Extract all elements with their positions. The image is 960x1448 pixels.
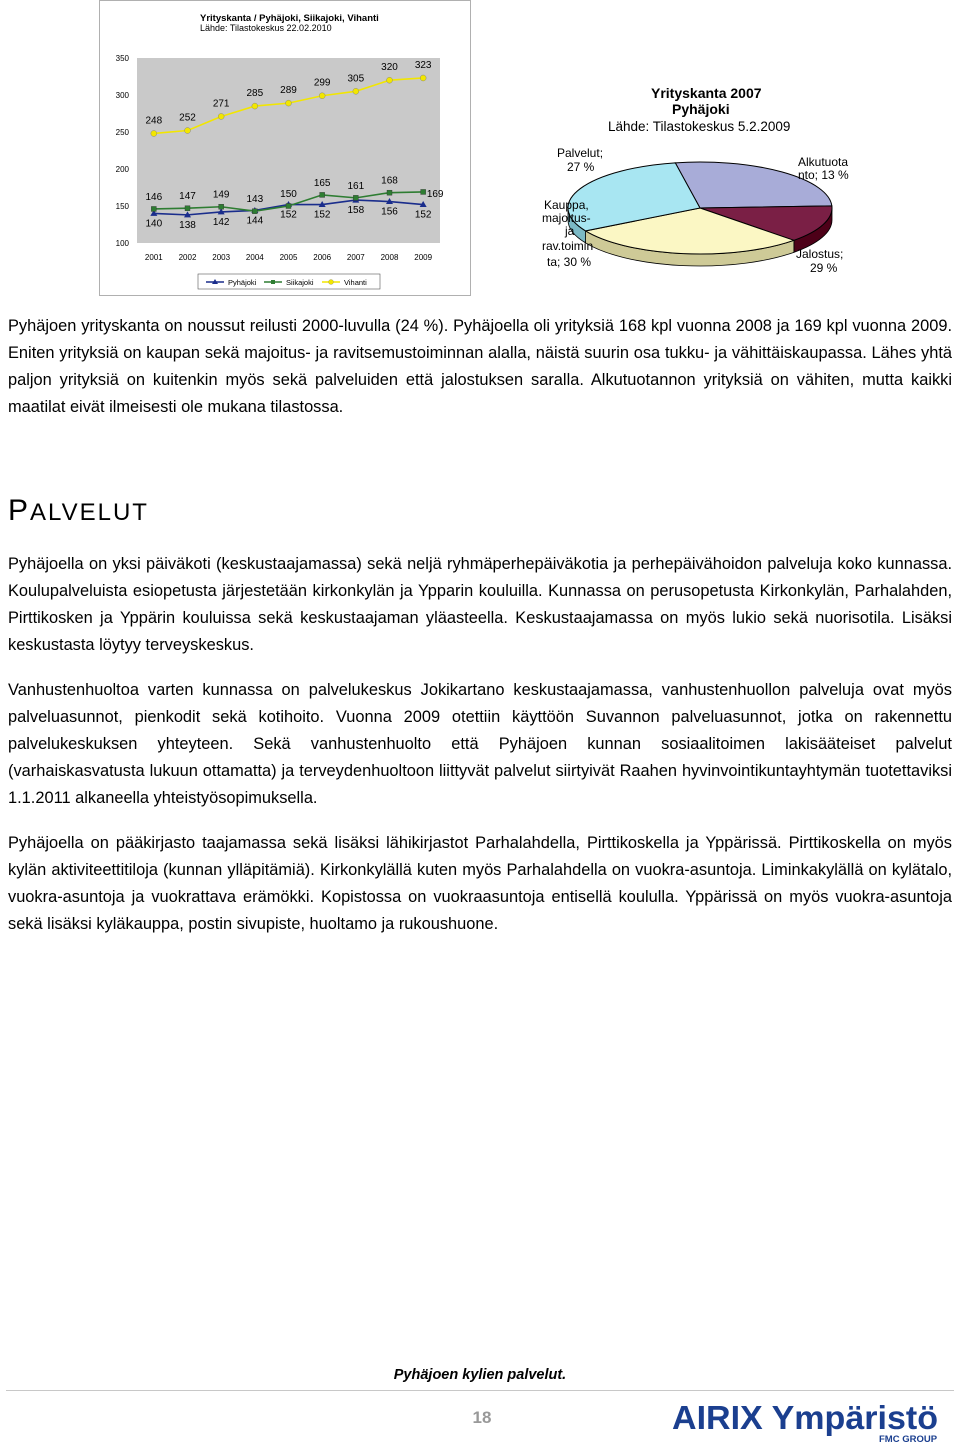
data-label: 285: [246, 88, 264, 100]
pie-label-kauppa: Kauppa, majoitus- ja rav.toimin ta; 30 %: [542, 198, 594, 269]
line-chart-subtitle: Lähde: Tilastokeskus 22.02.2010: [200, 23, 332, 33]
company-logo: [668, 1396, 940, 1446]
legend-marker: [329, 280, 334, 285]
data-point: [185, 206, 190, 211]
y-tick-label: 150: [115, 202, 129, 211]
data-label: 320: [381, 62, 398, 74]
services-paragraph-1: Pyhäjoella on yksi päiväkoti (keskustaajamassa) sekä neljä ryhmäperhepäiväkotia ja perhepäivähoidon palveluja koko kunnassa. Koulupalveluista esiopetusta järjestetään kirkonkylän ja Ypparin kouluilla. Kunnassa on perusopetusta Kirkonkylän, Parhalahden, Pirttikosken ja Yppärin kouluissa sekä keskustaajaman yläasteella. Keskustaajamassa on myös lukio sekä nuorisotila. Lisäksi keskustasta löytyy terveyskeskus.: [8, 555, 952, 654]
data-point: [320, 192, 325, 197]
x-tick-label: 2007: [346, 253, 365, 262]
y-tick-label: 300: [115, 91, 129, 100]
legend-marker: [271, 280, 275, 284]
data-label: 165: [313, 177, 331, 189]
legend-label: Pyhäjoki: [228, 278, 257, 287]
data-point: [151, 130, 157, 136]
data-point: [151, 206, 156, 211]
pie-chart-svg: [520, 80, 940, 300]
data-point: [420, 75, 426, 81]
data-label: 323: [414, 59, 432, 71]
pie-label-jalostus: Jalostus; 29 %: [796, 247, 844, 275]
footer-caption: Pyhäjoen kylien palvelut.: [393, 1367, 567, 1383]
data-point: [252, 209, 257, 214]
data-point: [353, 195, 358, 200]
data-point: [219, 204, 224, 209]
section-heading: PALVELUT: [8, 494, 149, 527]
data-point: [353, 88, 359, 94]
pie-chart: [520, 80, 940, 300]
y-tick-label: 100: [115, 239, 129, 248]
pie-label-alkutuotanto: Alkutuota nto; 13 %: [798, 155, 849, 182]
data-label: 140: [145, 218, 163, 230]
svg-text:AIRIX Ympäristö: AIRIX Ympäristö: [672, 1399, 938, 1436]
data-label: 169: [426, 188, 444, 200]
data-label: 168: [381, 175, 398, 187]
data-label: 150: [280, 189, 297, 200]
x-tick-label: 2009: [414, 253, 433, 262]
services-paragraph-2: Vanhustenhuoltoa varten kunnassa on palvelukeskus Jokikartano keskustaajamassa, vanhustenhuollon palveluja ovat myös palveluasunnot, pienkodit sekä kotihoito. Vuonna 2009 otettiin käyttöön Suvannon palveluasunnot, jotka on rakennettu palvelukeskuksen yhteyteen. Sekä vanhustenhuolto että Pyhäjoen kunnan sosiaalitoimen lakisääteiset palvelut (varhaiskasvatusta lukuun ottamatta) ja terveydenhuoltoon liittyvät palvelut siirtyivät Raahen hyvinvointikuntayhtymän tuotettaviksi 1.1.2011 alkaneella yhteistyösopimuksella.: [8, 681, 952, 807]
data-label: 152: [313, 209, 331, 221]
data-point: [218, 113, 224, 119]
x-tick-label: 2003: [212, 253, 231, 262]
data-label: 156: [381, 206, 398, 218]
pie-chart-title-2: Pyhäjoki: [672, 101, 730, 117]
x-tick-label: 2001: [144, 253, 163, 262]
line-chart-svg: [100, 1, 470, 295]
data-label: 144: [246, 215, 264, 227]
footer-divider: [6, 1390, 954, 1391]
data-label: 149: [212, 189, 230, 201]
data-point: [387, 77, 393, 83]
data-label: 289: [280, 85, 297, 97]
pie-chart-title-1: Yrityskanta 2007: [651, 85, 762, 101]
data-point: [319, 93, 325, 99]
line-chart: [99, 0, 471, 296]
pie-chart-source: Lähde: Tilastokeskus 5.2.2009: [608, 119, 791, 134]
data-point: [286, 100, 292, 106]
data-label: 146: [145, 191, 163, 203]
data-label: 271: [212, 98, 230, 110]
legend-label: Siikajoki: [286, 278, 314, 287]
line-chart-title: Yrityskanta / Pyhäjoki, Siikajoki, Vihanti: [200, 13, 379, 24]
data-point: [387, 190, 392, 195]
data-label: 152: [414, 209, 432, 221]
y-tick-label: 250: [115, 128, 129, 137]
data-label: 305: [347, 73, 365, 85]
data-label: 152: [280, 209, 297, 221]
data-label: 143: [246, 194, 264, 206]
data-point: [421, 189, 426, 194]
data-label: 161: [347, 180, 365, 192]
svg-text:FMC GROUP: FMC GROUP: [879, 1434, 938, 1445]
data-label: 142: [212, 216, 230, 228]
y-tick-label: 350: [115, 54, 129, 63]
x-tick-label: 2006: [313, 253, 332, 262]
x-tick-label: 2008: [380, 253, 399, 262]
intro-paragraph: Pyhäjoen yrityskanta on noussut reilusti 2000-luvulla (24 %). Pyhäjoella oli yrityksiä 168 kpl vuonna 2008 ja 169 kpl vuonna 2009. Eniten yrityksiä on kaupan sekä majoitus- ja ravitsemustoiminnan alalla, näistä suurin osa tukku- ja vähittäiskaupassa. Lähes yhtä paljon yrityksiä on kuitenkin myös sekä palveluiden että jalostuksen saralla. Alkutuotannon yrityksiä on vähiten, mutta kaikki maatilat eivät ilmeisesti ole mukana tilastossa.: [8, 317, 952, 416]
pie-label-palvelut: Palvelut; 27 %: [557, 146, 604, 174]
legend-label: Vihanti: [344, 278, 367, 287]
x-tick-label: 2005: [279, 253, 298, 262]
services-paragraph-3: Pyhäjoella on pääkirjasto taajamassa sekä lisäksi lähikirjastot Parhalahdella, Pirttikoskella ja Yppärissä. Pirttikoskella on myös kylän aktiviteettitiloja (kunnan ylläpitämiä). Kirkonkylällä kuten myös Parhalahdella on vuokra-asuntoja. Liminkakylällä on kylätalo, vuokra-asuntoja ja vuokrattava erämökki. Kopistossa on vuokraasuntoja entisellä koululla. Yppärissä on myös vuokra-asuntoja sekä lisäksi kyläkauppa, postin sivupiste, huoltamo ja rukoushuone.: [8, 834, 952, 933]
data-label: 147: [179, 191, 196, 203]
y-tick-label: 200: [115, 165, 129, 174]
x-tick-label: 2004: [245, 253, 264, 262]
data-label: 158: [347, 205, 365, 217]
data-label: 138: [179, 219, 196, 231]
page-number: 18: [472, 1408, 492, 1427]
data-label: 248: [145, 115, 163, 127]
data-label: 299: [313, 77, 331, 89]
data-point: [286, 204, 291, 209]
data-label: 252: [179, 112, 196, 124]
data-point: [252, 103, 258, 109]
data-point: [185, 128, 191, 134]
x-tick-label: 2002: [178, 253, 197, 262]
